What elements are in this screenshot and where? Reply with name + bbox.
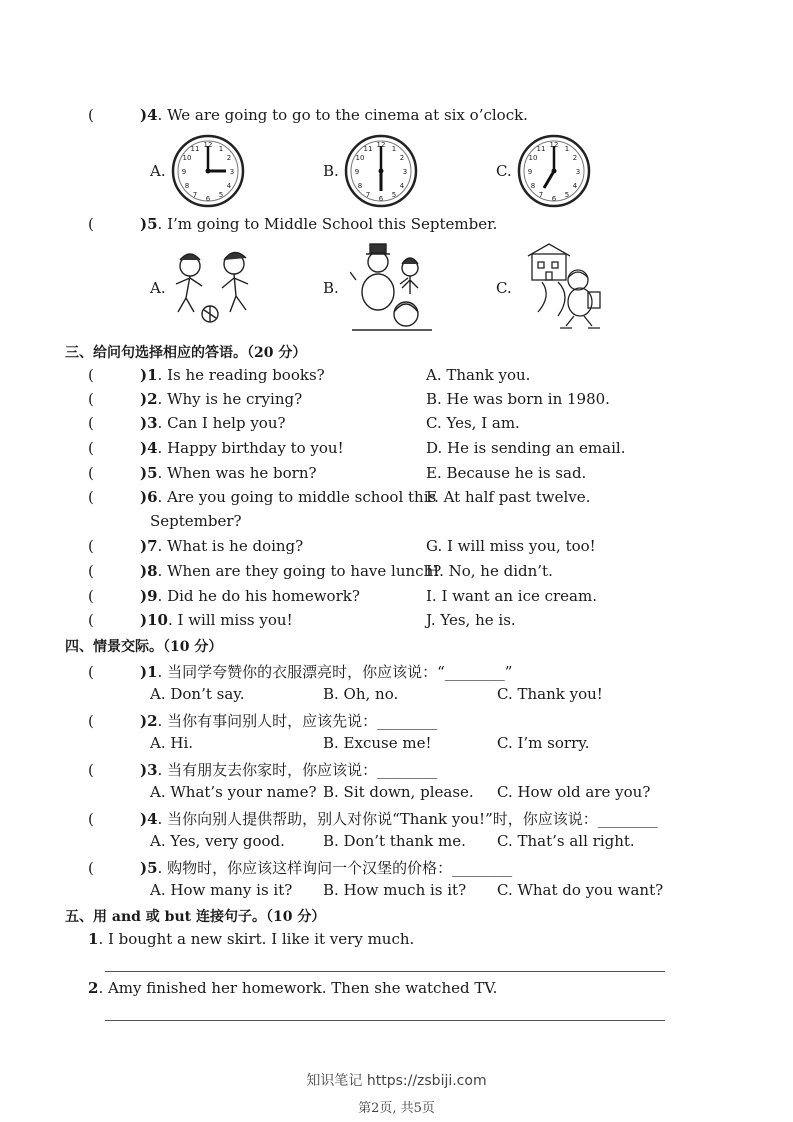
svg-text:2: 2 [572, 154, 578, 162]
sentence-item [88, 930, 414, 948]
answer-paren[interactable]: ( [88, 562, 94, 580]
matching-question-row [88, 390, 302, 408]
question-text: . Did he do his homework? [157, 587, 360, 605]
svg-text:12: 12 [549, 141, 559, 149]
matching-question-row [88, 562, 441, 580]
answer-paren[interactable]: ( [88, 439, 94, 457]
matching-question-row [88, 414, 286, 432]
svg-text:12: 12 [203, 141, 213, 149]
matching-question-row [88, 537, 303, 555]
matching-question-row [88, 464, 317, 482]
answer-paren[interactable]: ( [88, 712, 94, 730]
svg-text:11: 11 [536, 145, 546, 153]
sentence-number: 2 [88, 979, 99, 997]
svg-text:9: 9 [181, 168, 187, 176]
option-c[interactable]: C. That’s all right. [497, 832, 635, 850]
question-row [88, 106, 528, 124]
question-text: . Happy birthday to you! [157, 439, 344, 457]
svg-text:2: 2 [226, 154, 232, 162]
answer-option: G. I will miss you, too! [426, 537, 596, 555]
option-c[interactable]: C. What do you want? [497, 881, 664, 899]
answer-paren[interactable]: ( [88, 390, 94, 408]
situation-question-row [88, 808, 658, 829]
option-a[interactable]: A. What’s your name? [150, 783, 317, 801]
svg-text:4: 4 [399, 182, 405, 190]
option-a[interactable]: A. Yes, very good. [150, 832, 285, 850]
svg-text:10: 10 [528, 154, 538, 162]
answer-paren[interactable]: ( [88, 366, 94, 384]
question-number: )1 [140, 366, 158, 384]
matching-question-row [88, 611, 293, 629]
situation-question-row [88, 661, 512, 682]
kids-playing-football-picture [168, 248, 266, 328]
question-number: )3 [140, 414, 158, 432]
question-number: )10 [140, 611, 168, 629]
sentence-item [88, 979, 497, 997]
question-text: . When are they going to have lunch? [157, 562, 442, 580]
question-text: . 当同学夸赞你的衣服漂亮时，你应该说：“________” [157, 663, 513, 681]
question-text: . Why is he crying? [157, 390, 303, 408]
question-text: . I’m going to Middle School this September. [157, 215, 498, 233]
question-text: . Can I help you? [157, 414, 286, 432]
sentence-text: . Amy finished her homework. Then she watched TV. [98, 979, 498, 997]
section-title: 四、情景交际。（10 分） [65, 639, 223, 655]
svg-text:10: 10 [355, 154, 365, 162]
answer-option: I. I want an ice cream. [426, 587, 597, 605]
question-text: . We are going to go to the cinema at six o’clock. [157, 106, 528, 124]
svg-text:11: 11 [363, 145, 373, 153]
question-number: )4 [140, 810, 158, 828]
answer-paren[interactable]: ( [88, 414, 94, 432]
svg-text:12: 12 [376, 141, 386, 149]
answer-option: D. He is sending an email. [426, 439, 626, 457]
matching-question-row [88, 587, 360, 605]
matching-question-row [88, 366, 325, 384]
option-b[interactable]: B. How much is it? [323, 881, 467, 899]
answer-option: B. He was born in 1980. [426, 390, 610, 408]
answer-paren[interactable]: ( [88, 106, 94, 124]
option-b[interactable]: B. Excuse me! [323, 734, 432, 752]
option-label-b[interactable]: B. [323, 162, 339, 180]
question-text: . 当有朋友去你家时，你应该说：________ [157, 761, 438, 779]
svg-text:6: 6 [205, 195, 211, 203]
answer-paren[interactable]: ( [88, 215, 94, 233]
answer-option: A. Thank you. [426, 366, 531, 384]
svg-text:7: 7 [538, 191, 544, 199]
answer-option: H. No, he didn’t. [426, 562, 553, 580]
svg-text:7: 7 [365, 191, 371, 199]
sentence-number: 1 [88, 930, 99, 948]
option-c[interactable]: C. Thank you! [497, 685, 603, 703]
question-text: . 当你向别人提供帮助，别人对你说“Thank you!”时，你应该说：________ [157, 810, 658, 828]
option-label-c[interactable]: C. [496, 162, 512, 180]
svg-text:1: 1 [564, 145, 570, 153]
answer-paren[interactable]: ( [88, 810, 94, 828]
answer-paren[interactable]: ( [88, 587, 94, 605]
svg-text:5: 5 [391, 191, 397, 199]
question-text: . Is he reading books? [157, 366, 325, 384]
svg-text:10: 10 [182, 154, 192, 162]
option-a[interactable]: A. Hi. [150, 734, 194, 752]
answer-line[interactable] [105, 1020, 665, 1021]
question-text: . I will miss you! [167, 611, 293, 629]
question-number: )7 [140, 537, 158, 555]
answer-paren[interactable]: ( [88, 663, 94, 681]
snowman-winter-picture [350, 240, 435, 334]
matching-question-row [88, 439, 344, 457]
question-text: . 购物时，你应该这样询问一个汉堡的价格：________ [157, 859, 513, 877]
clock-three-oclock-icon [170, 133, 246, 209]
answer-paren[interactable]: ( [88, 611, 94, 629]
clock-seven-oclock-icon [516, 133, 592, 209]
answer-paren[interactable]: ( [88, 859, 94, 877]
svg-text:8: 8 [530, 182, 536, 190]
section-title: 三、给问句选择相应的答语。（20 分） [65, 345, 307, 361]
question-text: . When was he born? [157, 464, 317, 482]
answer-paren[interactable]: ( [88, 464, 94, 482]
svg-text:4: 4 [572, 182, 578, 190]
matching-question-row [88, 488, 436, 506]
question-number: )2 [140, 712, 158, 730]
option-label-a[interactable]: A. [150, 279, 166, 297]
svg-text:11: 11 [190, 145, 200, 153]
question-row [88, 215, 497, 233]
sentence-text: . I bought a new skirt. I like it very much. [98, 930, 415, 948]
clock-six-oclock-icon [343, 133, 419, 209]
question-number: )5 [140, 215, 158, 233]
question-number: )8 [140, 562, 158, 580]
svg-text:8: 8 [357, 182, 363, 190]
question-number: )5 [140, 859, 158, 877]
page-number: 第2页, 共5页 [358, 1101, 435, 1116]
svg-text:9: 9 [354, 168, 360, 176]
option-c[interactable]: C. How old are you? [497, 783, 651, 801]
option-b[interactable]: B. Sit down, please. [323, 783, 474, 801]
option-label-a[interactable]: A. [150, 162, 166, 180]
svg-text:9: 9 [527, 168, 533, 176]
answer-option: F. At half past twelve. [426, 488, 591, 506]
answer-line[interactable] [105, 971, 665, 972]
question-number: )4 [140, 106, 158, 124]
svg-text:2: 2 [399, 154, 405, 162]
svg-text:6: 6 [551, 195, 557, 203]
question-number: )6 [140, 488, 158, 506]
svg-text:1: 1 [218, 145, 224, 153]
question-text: . 当你有事问别人时，应该先说：________ [157, 712, 438, 730]
watermark-text: 知识笔记 https://zsbiji.com [306, 1073, 487, 1089]
svg-text:3: 3 [575, 168, 581, 176]
svg-text:5: 5 [218, 191, 224, 199]
svg-text:3: 3 [229, 168, 235, 176]
option-a[interactable]: A. How many is it? [150, 881, 293, 899]
answer-option: J. Yes, he is. [426, 611, 516, 629]
answer-paren[interactable]: ( [88, 761, 94, 779]
svg-text:8: 8 [184, 182, 190, 190]
question-number: )4 [140, 439, 158, 457]
option-label-c[interactable]: C. [496, 279, 512, 297]
svg-text:4: 4 [226, 182, 232, 190]
option-b[interactable]: B. Oh, no. [323, 685, 399, 703]
svg-text:3: 3 [402, 168, 408, 176]
option-a[interactable]: A. Don’t say. [150, 685, 245, 703]
question-text: . Are you going to middle school this [157, 488, 437, 506]
section-title: 五、用 and 或 but 连接句子。（10 分） [65, 909, 326, 925]
option-label-b[interactable]: B. [323, 279, 339, 297]
question-number: )5 [140, 464, 158, 482]
situation-question-row [88, 857, 512, 878]
question-text: . What is he doing? [157, 537, 304, 555]
boy-walking-to-school-picture [522, 240, 610, 332]
answer-paren[interactable]: ( [88, 488, 94, 506]
question-text-continued: September? [150, 512, 242, 530]
question-number: )2 [140, 390, 158, 408]
svg-text:6: 6 [378, 195, 384, 203]
situation-question-row [88, 710, 437, 731]
question-number: )3 [140, 761, 158, 779]
answer-option: E. Because he is sad. [426, 464, 587, 482]
situation-question-row [88, 759, 437, 780]
question-number: )9 [140, 587, 158, 605]
answer-paren[interactable]: ( [88, 537, 94, 555]
svg-text:5: 5 [564, 191, 570, 199]
svg-text:1: 1 [391, 145, 397, 153]
question-number: )1 [140, 663, 158, 681]
answer-option: C. Yes, I am. [426, 414, 520, 432]
option-b[interactable]: B. Don’t thank me. [323, 832, 466, 850]
svg-text:7: 7 [192, 191, 198, 199]
option-c[interactable]: C. I’m sorry. [497, 734, 590, 752]
